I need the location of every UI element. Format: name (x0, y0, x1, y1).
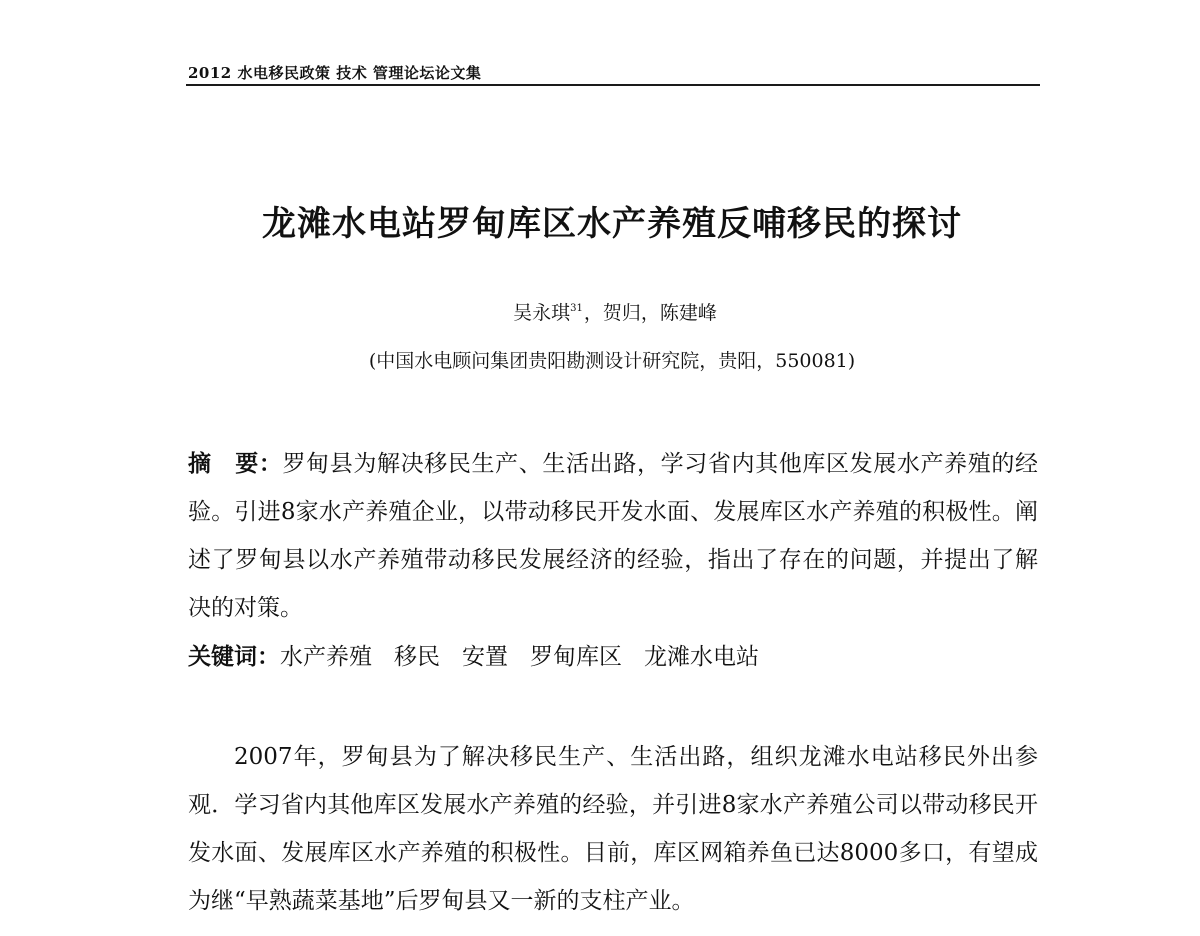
abstract-label: 摘 要： (188, 450, 283, 477)
header-rule (186, 84, 1040, 86)
running-header: 2012 水电移民政策 技术 管理论坛论文集 (188, 64, 482, 82)
keyword-item: 罗甸库区 (530, 644, 622, 670)
body-paragraph: 2007年，罗甸县为了解决移民生产、生活出路，组织龙滩水电站移民外出参观．学习省内其他库区发展水产养殖的经验，并引进8家水产养殖公司以带动移民开发水面、发展库区水产养殖的积极性。目前，库区网箱养鱼已达8000多口，有望成为继“早熟蔬菜基地”后罗甸县又一新的支柱产业。 (188, 744, 1038, 914)
paper-title: 龙滩水电站罗甸库区水产养殖反哺移民的探讨 (262, 204, 962, 244)
keyword-item: 安置 (462, 644, 508, 670)
affiliation: (中国水电顾问集团贵阳勘测设计研究院，贵阳，550081) (368, 350, 856, 372)
author-footnote-mark: 31 (570, 303, 583, 314)
author-first: 吴永琪 (513, 302, 571, 324)
keyword-item: 移民 (394, 644, 440, 670)
keyword-item: 龙滩水电站 (644, 644, 759, 670)
abstract (188, 440, 1038, 632)
abstract-text: 罗甸县为解决移民生产、生活出路，学习省内其他库区发展水产养殖的经验。引进8家水产养殖企业，以带动移民开发水面、发展库区水产养殖的积极性。阐述了罗甸县以水产养殖带动移民发展经济的经验，指出了存在的问题，并提出了解决的对策。 (188, 451, 1039, 621)
keyword-item: 水产养殖 (280, 644, 372, 670)
author-line (0, 298, 1200, 325)
author-rest: ，贺归，陈建峰 (583, 302, 717, 324)
keywords-label: 关键词： (188, 643, 280, 670)
keywords (188, 637, 1038, 677)
